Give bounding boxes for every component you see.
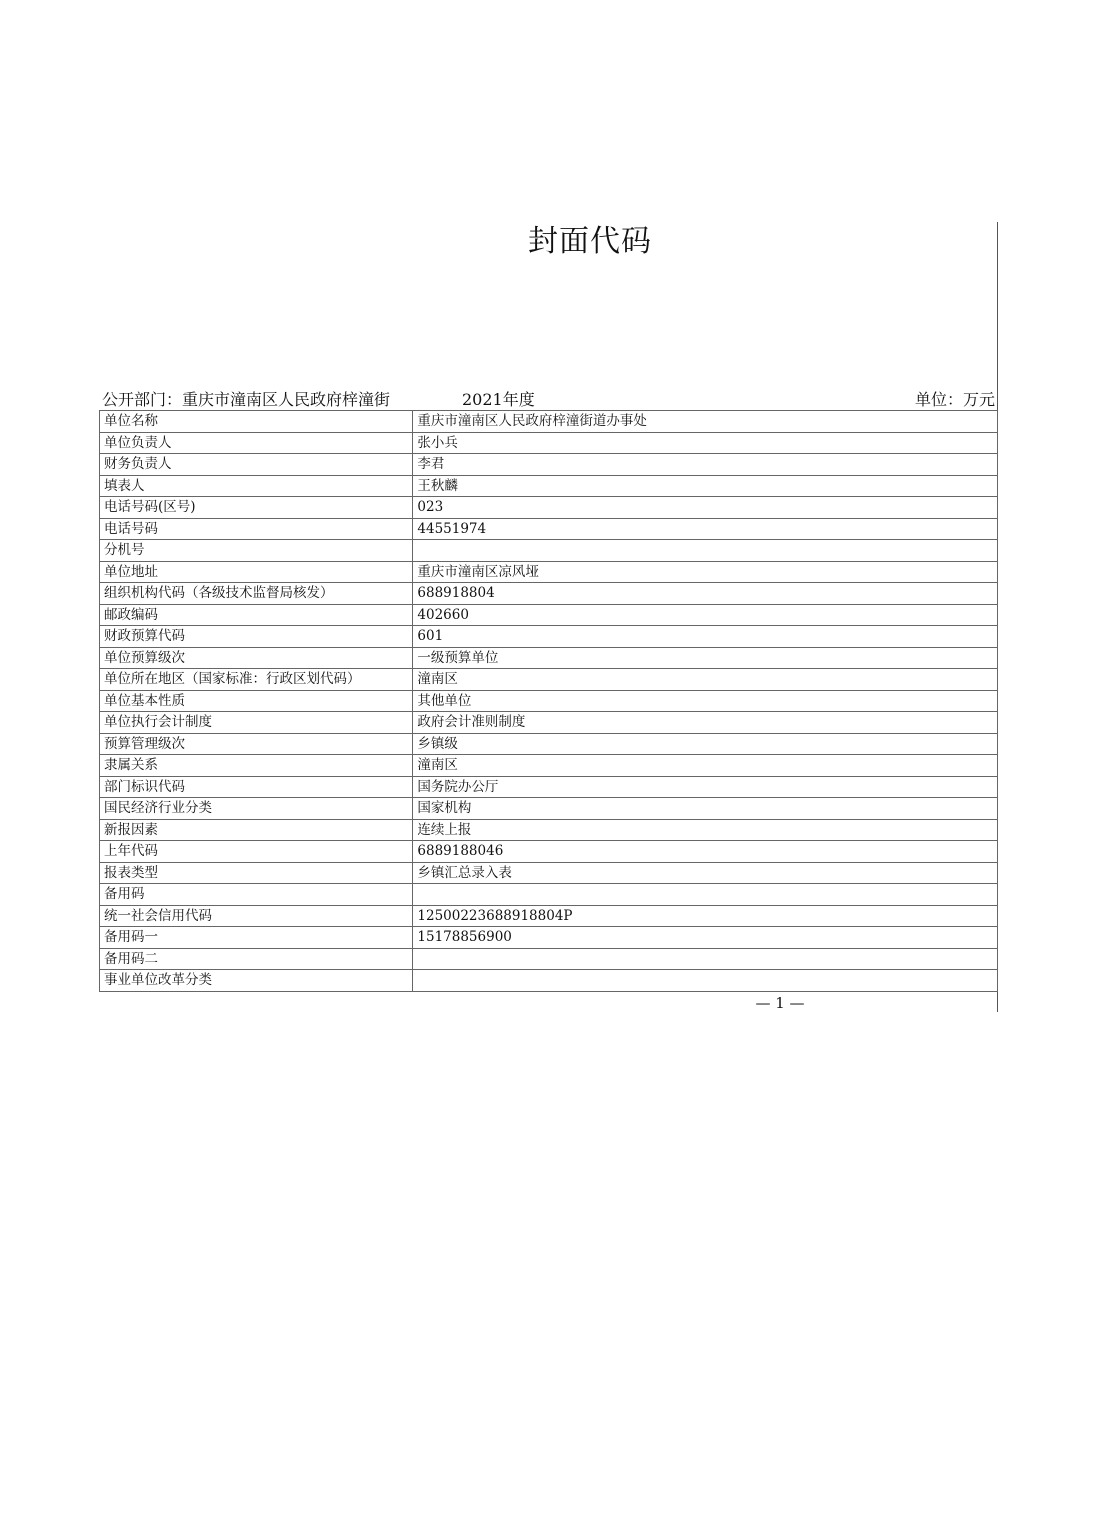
table-row — [100, 432, 998, 454]
row-value: 601 — [413, 626, 998, 648]
row-label: 部门标识代码 — [100, 776, 413, 798]
table-row — [100, 626, 998, 648]
row-value: 重庆市潼南区凉风垭 — [413, 561, 998, 583]
table-row — [100, 841, 998, 863]
row-label: 上年代码 — [100, 841, 413, 863]
row-value: 一级预算单位 — [413, 647, 998, 669]
row-label: 备用码一 — [100, 927, 413, 949]
table-row — [100, 669, 998, 691]
row-label: 隶属关系 — [100, 755, 413, 777]
table-row — [100, 411, 998, 433]
row-label: 财务负责人 — [100, 454, 413, 476]
table-row — [100, 884, 998, 906]
row-label: 预算管理级次 — [100, 733, 413, 755]
table-row — [100, 647, 998, 669]
row-value: 潼南区 — [413, 669, 998, 691]
row-label: 备用码 — [100, 884, 413, 906]
table-row — [100, 518, 998, 540]
row-value — [413, 970, 998, 992]
table-row — [100, 776, 998, 798]
table-row — [100, 948, 998, 970]
row-value: 6889188046 — [413, 841, 998, 863]
row-value: 国家机构 — [413, 798, 998, 820]
row-value: 688918804 — [413, 583, 998, 605]
row-label: 分机号 — [100, 540, 413, 562]
row-label: 填表人 — [100, 475, 413, 497]
row-value: 王秋麟 — [413, 475, 998, 497]
table-row — [100, 819, 998, 841]
row-label: 单位预算级次 — [100, 647, 413, 669]
table-row — [100, 540, 998, 562]
table-row — [100, 561, 998, 583]
row-label: 单位所在地区（国家标准：行政区划代码） — [100, 669, 413, 691]
table-row — [100, 454, 998, 476]
row-label: 备用码二 — [100, 948, 413, 970]
row-value: 44551974 — [413, 518, 998, 540]
currency-unit-label: 单位：万元 — [914, 390, 995, 409]
table-row — [100, 733, 998, 755]
row-label: 财政预算代码 — [100, 626, 413, 648]
row-label: 电话号码 — [100, 518, 413, 540]
cover-code-table — [99, 410, 998, 992]
table-row — [100, 712, 998, 734]
row-label: 单位负责人 — [100, 432, 413, 454]
page-title: 封面代码 — [528, 224, 652, 259]
page-number: — 1 — — [755, 994, 805, 1012]
row-label: 单位地址 — [100, 561, 413, 583]
table-row — [100, 927, 998, 949]
row-label: 单位名称 — [100, 411, 413, 433]
row-value: 乡镇汇总录入表 — [413, 862, 998, 884]
row-value — [413, 948, 998, 970]
table-row — [100, 862, 998, 884]
row-value: 023 — [413, 497, 998, 519]
row-label: 邮政编码 — [100, 604, 413, 626]
public-department-label: 公开部门：重庆市潼南区人民政府梓潼街 — [102, 390, 391, 409]
row-value: 连续上报 — [413, 819, 998, 841]
table-row — [100, 604, 998, 626]
row-value — [413, 884, 998, 906]
row-label: 新报因素 — [100, 819, 413, 841]
row-label: 报表类型 — [100, 862, 413, 884]
table-row — [100, 970, 998, 992]
row-value: 李君 — [413, 454, 998, 476]
row-label: 组织机构代码（各级技术监督局核发） — [100, 583, 413, 605]
table-row — [100, 755, 998, 777]
row-label: 电话号码(区号) — [100, 497, 413, 519]
row-value: 12500223688918804P — [413, 905, 998, 927]
row-value — [413, 540, 998, 562]
row-value: 潼南区 — [413, 755, 998, 777]
table-row — [100, 583, 998, 605]
table-row — [100, 690, 998, 712]
row-value: 张小兵 — [413, 432, 998, 454]
row-label: 单位基本性质 — [100, 690, 413, 712]
row-value: 乡镇级 — [413, 733, 998, 755]
row-label: 统一社会信用代码 — [100, 905, 413, 927]
row-value: 政府会计准则制度 — [413, 712, 998, 734]
row-value: 国务院办公厅 — [413, 776, 998, 798]
table-row — [100, 905, 998, 927]
row-value: 402660 — [413, 604, 998, 626]
row-value: 其他单位 — [413, 690, 998, 712]
table-row — [100, 497, 998, 519]
table-row — [100, 475, 998, 497]
row-value: 重庆市潼南区人民政府梓潼街道办事处 — [413, 411, 998, 433]
table-row — [100, 798, 998, 820]
row-value: 15178856900 — [413, 927, 998, 949]
fiscal-year-label: 2021年度 — [462, 390, 535, 409]
table-header-line — [100, 388, 997, 412]
row-label: 国民经济行业分类 — [100, 798, 413, 820]
row-label: 单位执行会计制度 — [100, 712, 413, 734]
row-label: 事业单位改革分类 — [100, 970, 413, 992]
